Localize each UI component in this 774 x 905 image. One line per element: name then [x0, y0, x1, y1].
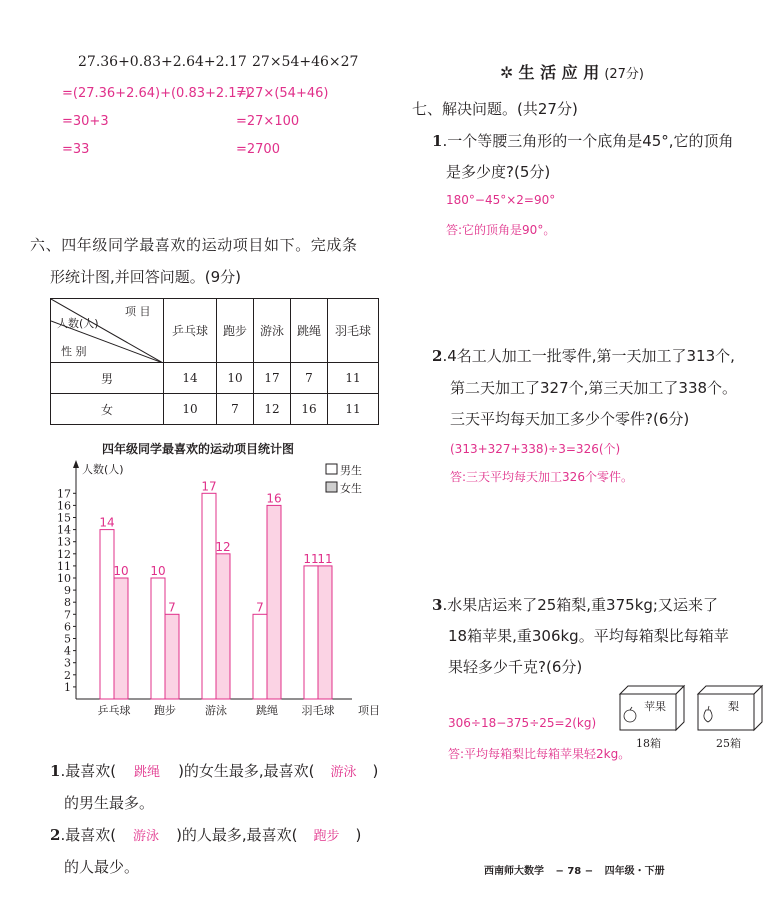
x-category-label: 跑步: [154, 704, 176, 717]
bar-data-label: 10: [150, 564, 166, 578]
table-row-label: 女: [51, 394, 164, 425]
bar-boys: [100, 530, 114, 699]
subquestion-2-line-1: [50, 824, 361, 845]
page-number: − 78 −: [555, 866, 594, 877]
subquestion-2-text-c: ): [355, 826, 362, 844]
subquestion-1-line-2: 的男生最多。: [64, 794, 155, 812]
corner-label-gender: 性 别: [61, 345, 87, 358]
corner-label-item: 项 目: [125, 305, 151, 318]
subquestion-2-answer-2: 跑步: [313, 829, 340, 844]
problem-2-work: (313+327+338)÷3=326(个): [450, 442, 621, 456]
y-tick-label: 16: [57, 499, 71, 513]
bar-girls: [216, 554, 230, 699]
flower-icon: ✲: [500, 63, 514, 82]
subquestion-1-text-b: )的女生最多,最喜欢(: [178, 762, 315, 780]
problem-2-line-2: 第二天加工了327个,第三天加工了338个。: [450, 379, 738, 397]
chart-title: 四年级同学最喜欢的运动项目统计图: [102, 442, 295, 456]
subquestion-1-answer-2: 游泳: [330, 765, 357, 780]
bar-chart: [40, 456, 380, 720]
y-tick-label: 14: [57, 523, 71, 537]
problem-3-text: .水果店运来了25箱梨,重375kg;又运来了: [442, 596, 718, 614]
pear-box-label: 梨: [728, 700, 739, 713]
apple-box-caption: 18箱: [636, 737, 661, 750]
question-7-heading: 七、解决问题。(共27分): [412, 100, 578, 118]
calc1-expression: 27.36+0.83+2.64+2.17: [78, 54, 247, 70]
problem-2-text: .4名工人加工一批零件,第一天加工了313个,: [442, 347, 735, 365]
y-tick-label: 13: [57, 535, 71, 549]
section-header: [500, 60, 644, 83]
problem-3-line-1: [432, 594, 718, 615]
bar-data-label: 10: [113, 564, 129, 578]
bar-girls: [267, 505, 281, 699]
table-header-cell: 羽毛球: [328, 299, 379, 363]
problem-3-answer: 答:平均每箱梨比每箱苹果轻2kg。: [448, 747, 631, 761]
y-axis-arrow: [73, 460, 79, 468]
bar-boys: [253, 614, 267, 699]
footer-grade: 四年级・下册: [604, 866, 665, 877]
y-tick-label: 4: [64, 644, 71, 658]
y-tick-label: 15: [57, 511, 71, 525]
legend-swatch: [326, 482, 337, 492]
table-cell: 17: [254, 363, 291, 394]
subquestion-2-answer-1: 游泳: [133, 829, 160, 844]
question-6-line-1: 六、四年级同学最喜欢的运动项目如下。完成条: [30, 236, 358, 254]
calc1-step-2: =30+3: [62, 114, 109, 129]
problem-3-line-3: 果轻多少千克?(6分): [448, 658, 583, 676]
problem-3-work: 306÷18−375÷25=2(kg): [448, 716, 597, 730]
bar-boys: [304, 566, 318, 699]
bar-data-label: 17: [201, 479, 217, 494]
table-cell: 16: [291, 394, 328, 425]
subquestion-1-text-c: ): [372, 762, 379, 780]
subquestion-1-number: 1: [50, 762, 61, 780]
bar-data-label: 12: [215, 539, 231, 554]
table-row-label: 男: [51, 363, 164, 394]
question-6-line-2: 形统计图,并回答问题。(9分): [50, 268, 242, 286]
table-header-cell: 跑步: [217, 299, 254, 363]
bar-data-label: 11: [303, 551, 319, 566]
y-tick-label: 11: [57, 559, 71, 573]
table-cell: 12: [254, 394, 291, 425]
bar-boys: [151, 578, 165, 699]
table-row-boys: [51, 363, 379, 394]
problem-1-line-1: [432, 130, 734, 151]
section-title: 生 活 应 用: [518, 63, 600, 82]
y-axis-label: 人数(人): [82, 463, 124, 476]
calc2-expression: 27×54+46×27: [252, 54, 359, 70]
problem-2-number: 2: [432, 347, 443, 365]
problem-3-line-2: 18箱苹果,重306kg。平均每箱梨比每箱苹: [448, 627, 729, 645]
bar-girls: [165, 614, 179, 699]
bar-data-label: 11: [317, 551, 333, 566]
calc1-step-3: =33: [62, 142, 90, 157]
y-tick-label: 9: [64, 584, 71, 598]
y-tick-label: 6: [64, 620, 71, 634]
subquestion-2-text-a: .最喜欢(: [60, 826, 117, 844]
y-tick-label: 5: [64, 632, 71, 646]
bar-data-label: 7: [256, 600, 264, 615]
subquestion-1-answer-1: 跳绳: [134, 765, 161, 780]
table-row-girls: [51, 394, 379, 425]
x-category-label: 游泳: [205, 704, 227, 717]
calc2-step-1: =27×(54+46): [236, 86, 329, 101]
y-tick-label: 8: [64, 596, 71, 610]
subquestion-1-line-1: [50, 760, 378, 781]
problem-2-line-1: [432, 345, 735, 366]
problem-1-line-2: 是多少度?(5分): [446, 163, 551, 181]
subquestion-2-number: 2: [50, 826, 61, 844]
subquestion-2-text-b: )的人最多,最喜欢(: [176, 826, 298, 844]
problem-2-answer: 答:三天平均每天加工326个零件。: [450, 470, 633, 484]
legend-label: 女生: [340, 482, 362, 495]
table-cell: 14: [164, 363, 217, 394]
section-score: (27分): [604, 67, 644, 82]
table-corner-cell: [51, 299, 164, 363]
legend-swatch: [326, 464, 337, 474]
problem-1-answer: 答:它的顶角是90°。: [446, 223, 556, 237]
calc2-step-3: =2700: [236, 142, 280, 157]
problem-1-work: 180°−45°×2=90°: [446, 193, 556, 207]
table-cell: 11: [328, 363, 379, 394]
x-category-label: 羽毛球: [301, 704, 335, 717]
subquestion-2-line-2: 的人最少。: [64, 858, 140, 876]
bar-girls: [318, 566, 332, 699]
x-axis-label: 项目: [358, 704, 380, 717]
y-tick-label: 2: [64, 668, 71, 682]
footer-publisher: 西南师大数学: [484, 866, 544, 877]
bar-data-label: 7: [168, 600, 176, 615]
subquestion-1-text-a: .最喜欢(: [60, 762, 117, 780]
y-tick-label: 3: [64, 656, 71, 670]
table-cell: 11: [328, 394, 379, 425]
table-cell: 10: [217, 363, 254, 394]
sports-data-table: [50, 298, 379, 425]
problem-3-number: 3: [432, 596, 443, 614]
table-cell: 10: [164, 394, 217, 425]
y-tick-label: 10: [57, 572, 71, 585]
apple-box-label: 苹果: [644, 700, 666, 713]
corner-label-count: 人数(人): [57, 317, 99, 330]
table-header-cell: 游泳: [254, 299, 291, 363]
bar-boys: [202, 493, 216, 699]
problem-1-text: .一个等腰三角形的一个底角是45°,它的顶角: [442, 132, 734, 150]
footer: [484, 862, 665, 877]
x-category-label: 乒乓球: [97, 704, 131, 717]
table-header-cell: 跳绳: [291, 299, 328, 363]
problem-2-line-3: 三天平均每天加工多少个零件?(6分): [450, 410, 690, 428]
x-category-label: 跳绳: [256, 704, 278, 717]
calc1-step-1: =(27.36+2.64)+(0.83+2.17): [62, 86, 250, 101]
y-tick-label: 17: [57, 487, 71, 501]
table-cell: 7: [291, 363, 328, 394]
bar-data-label: 16: [266, 491, 282, 506]
y-tick-label: 7: [64, 608, 71, 622]
bar-girls: [114, 578, 128, 699]
y-tick-label: 12: [57, 547, 71, 561]
bar-data-label: 14: [99, 515, 115, 530]
calc2-step-2: =27×100: [236, 114, 300, 129]
pear-box-caption: 25箱: [716, 737, 741, 750]
y-tick-label: 1: [64, 680, 71, 694]
problem-1-number: 1: [432, 132, 443, 150]
table-header-cell: 乒乓球: [164, 299, 217, 363]
legend-label: 男生: [340, 464, 362, 477]
table-cell: 7: [217, 394, 254, 425]
